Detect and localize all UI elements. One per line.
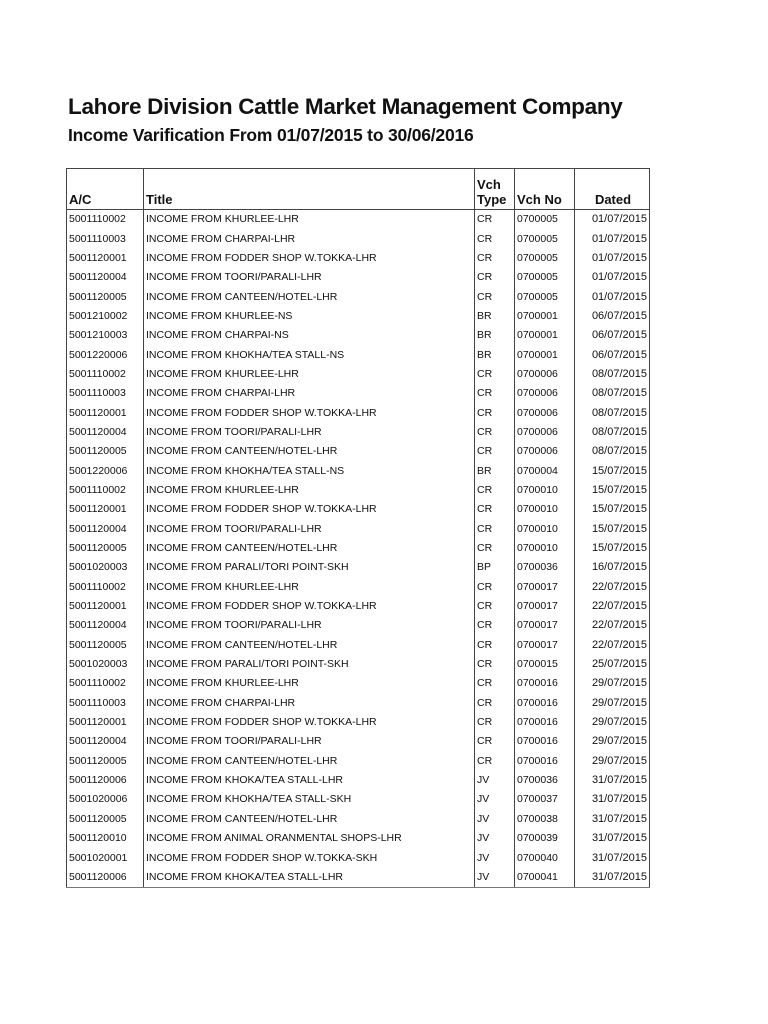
cell-ac: 5001120001 <box>67 713 144 732</box>
cell-vch-no: 0700016 <box>515 674 575 693</box>
table-row <box>67 307 650 326</box>
cell-ac: 5001120001 <box>67 249 144 268</box>
cell-title: INCOME FROM CANTEEN/HOTEL-LHR <box>144 752 475 771</box>
cell-title: INCOME FROM FODDER SHOP W.TOKKA-LHR <box>144 403 475 422</box>
cell-title: INCOME FROM KHOKA/TEA STALL-LHR <box>144 771 475 790</box>
column-header-vch-type-label: Vch Type <box>477 177 507 207</box>
cell-title: INCOME FROM CANTEEN/HOTEL-LHR <box>144 442 475 461</box>
cell-title: INCOME FROM TOORI/PARALI-LHR <box>144 520 475 539</box>
cell-title: INCOME FROM TOORI/PARALI-LHR <box>144 732 475 751</box>
cell-vch-type: JV <box>475 810 515 829</box>
table-row <box>67 655 650 674</box>
cell-vch-no: 0700006 <box>515 365 575 384</box>
table-body <box>67 210 650 888</box>
cell-vch-type: BR <box>475 326 515 345</box>
income-table <box>66 168 650 888</box>
cell-dated: 22/07/2015 <box>575 636 650 655</box>
cell-vch-no: 0700015 <box>515 655 575 674</box>
cell-vch-type: BR <box>475 307 515 326</box>
table-row <box>67 442 650 461</box>
table-header-row <box>67 169 650 210</box>
cell-vch-no: 0700036 <box>515 771 575 790</box>
cell-title: INCOME FROM FODDER SHOP W.TOKKA-SKH <box>144 848 475 867</box>
table-row <box>67 423 650 442</box>
cell-ac: 5001120005 <box>67 752 144 771</box>
cell-vch-type: CR <box>475 442 515 461</box>
cell-dated: 08/07/2015 <box>575 403 650 422</box>
table-row <box>67 481 650 500</box>
column-header-dated: Dated <box>575 169 650 210</box>
cell-title: INCOME FROM KHURLEE-LHR <box>144 210 475 230</box>
cell-ac: 5001120001 <box>67 500 144 519</box>
cell-title: INCOME FROM KHURLEE-LHR <box>144 578 475 597</box>
cell-dated: 08/07/2015 <box>575 423 650 442</box>
cell-ac: 5001110002 <box>67 210 144 230</box>
column-header-vch-no: Vch No <box>515 169 575 210</box>
cell-vch-type: CR <box>475 481 515 500</box>
table-row <box>67 365 650 384</box>
cell-title: INCOME FROM PARALI/TORI POINT-SKH <box>144 558 475 577</box>
cell-ac: 5001020006 <box>67 790 144 809</box>
cell-vch-type: CR <box>475 636 515 655</box>
cell-vch-type: JV <box>475 771 515 790</box>
cell-dated: 22/07/2015 <box>575 616 650 635</box>
cell-dated: 08/07/2015 <box>575 365 650 384</box>
cell-vch-type: JV <box>475 790 515 809</box>
column-header-title: Title <box>144 169 475 210</box>
cell-vch-type: CR <box>475 539 515 558</box>
table-row <box>67 461 650 480</box>
cell-vch-no: 0700016 <box>515 732 575 751</box>
cell-ac: 5001220006 <box>67 461 144 480</box>
cell-dated: 01/07/2015 <box>575 229 650 248</box>
cell-title: INCOME FROM CANTEEN/HOTEL-LHR <box>144 287 475 306</box>
cell-dated: 01/07/2015 <box>575 287 650 306</box>
table-row <box>67 539 650 558</box>
cell-vch-no: 0700005 <box>515 249 575 268</box>
cell-title: INCOME FROM FODDER SHOP W.TOKKA-LHR <box>144 249 475 268</box>
table-row <box>67 713 650 732</box>
cell-ac: 5001110002 <box>67 674 144 693</box>
cell-title: INCOME FROM KHURLEE-LHR <box>144 365 475 384</box>
cell-dated: 06/07/2015 <box>575 326 650 345</box>
cell-ac: 5001210002 <box>67 307 144 326</box>
table-row <box>67 674 650 693</box>
cell-title: INCOME FROM KHOKHA/TEA STALL-NS <box>144 461 475 480</box>
cell-vch-no: 0700006 <box>515 384 575 403</box>
table-row <box>67 558 650 577</box>
cell-vch-type: CR <box>475 732 515 751</box>
cell-vch-type: CR <box>475 249 515 268</box>
cell-title: INCOME FROM TOORI/PARALI-LHR <box>144 616 475 635</box>
table-row <box>67 810 650 829</box>
table-row <box>67 868 650 888</box>
cell-vch-no: 0700005 <box>515 268 575 287</box>
cell-vch-no: 0700036 <box>515 558 575 577</box>
cell-vch-type: BR <box>475 461 515 480</box>
cell-title: INCOME FROM CHARPAI-LHR <box>144 384 475 403</box>
cell-ac: 5001110002 <box>67 481 144 500</box>
cell-vch-no: 0700001 <box>515 326 575 345</box>
cell-title: INCOME FROM CHARPAI-LHR <box>144 229 475 248</box>
cell-title: INCOME FROM CANTEEN/HOTEL-LHR <box>144 539 475 558</box>
cell-vch-no: 0700016 <box>515 713 575 732</box>
cell-dated: 22/07/2015 <box>575 578 650 597</box>
cell-dated: 08/07/2015 <box>575 384 650 403</box>
table-row <box>67 520 650 539</box>
table-row <box>67 771 650 790</box>
cell-ac: 5001120001 <box>67 403 144 422</box>
cell-ac: 5001120005 <box>67 442 144 461</box>
cell-vch-no: 0700041 <box>515 868 575 888</box>
cell-ac: 5001120005 <box>67 287 144 306</box>
table-row <box>67 229 650 248</box>
table-row <box>67 597 650 616</box>
cell-vch-type: CR <box>475 694 515 713</box>
cell-ac: 5001120006 <box>67 771 144 790</box>
cell-dated: 15/07/2015 <box>575 539 650 558</box>
cell-vch-no: 0700005 <box>515 229 575 248</box>
table-row <box>67 210 650 230</box>
cell-vch-no: 0700016 <box>515 752 575 771</box>
cell-vch-no: 0700017 <box>515 616 575 635</box>
cell-vch-type: CR <box>475 655 515 674</box>
table-row <box>67 403 650 422</box>
cell-ac: 5001110002 <box>67 578 144 597</box>
cell-ac: 5001120001 <box>67 597 144 616</box>
cell-dated: 16/07/2015 <box>575 558 650 577</box>
cell-dated: 01/07/2015 <box>575 210 650 230</box>
cell-vch-no: 0700016 <box>515 694 575 713</box>
cell-vch-type: CR <box>475 597 515 616</box>
cell-vch-type: CR <box>475 384 515 403</box>
cell-vch-type: CR <box>475 674 515 693</box>
table-row <box>67 345 650 364</box>
cell-vch-no: 0700006 <box>515 423 575 442</box>
table-row <box>67 249 650 268</box>
cell-dated: 06/07/2015 <box>575 307 650 326</box>
cell-dated: 25/07/2015 <box>575 655 650 674</box>
cell-vch-no: 0700039 <box>515 829 575 848</box>
table-row <box>67 616 650 635</box>
table-row <box>67 636 650 655</box>
table-row <box>67 790 650 809</box>
cell-vch-type: BR <box>475 345 515 364</box>
cell-dated: 06/07/2015 <box>575 345 650 364</box>
cell-ac: 5001110003 <box>67 694 144 713</box>
cell-title: INCOME FROM CHARPAI-LHR <box>144 694 475 713</box>
cell-title: INCOME FROM KHURLEE-LHR <box>144 674 475 693</box>
cell-title: INCOME FROM CHARPAI-NS <box>144 326 475 345</box>
cell-vch-no: 0700010 <box>515 481 575 500</box>
cell-dated: 22/07/2015 <box>575 597 650 616</box>
cell-vch-type: JV <box>475 829 515 848</box>
cell-ac: 5001120004 <box>67 423 144 442</box>
cell-dated: 31/07/2015 <box>575 868 650 888</box>
cell-dated: 31/07/2015 <box>575 810 650 829</box>
cell-vch-type: CR <box>475 713 515 732</box>
cell-title: INCOME FROM KHOKHA/TEA STALL-SKH <box>144 790 475 809</box>
cell-ac: 5001120010 <box>67 829 144 848</box>
page-subtitle: Income Varification From 01/07/2015 to 30/06/2016 <box>68 125 474 145</box>
cell-vch-no: 0700017 <box>515 578 575 597</box>
cell-vch-no: 0700010 <box>515 520 575 539</box>
cell-vch-no: 0700006 <box>515 403 575 422</box>
cell-ac: 5001110003 <box>67 229 144 248</box>
cell-ac: 5001110003 <box>67 384 144 403</box>
cell-dated: 01/07/2015 <box>575 268 650 287</box>
cell-dated: 31/07/2015 <box>575 790 650 809</box>
column-header-vch-type <box>475 169 515 210</box>
cell-title: INCOME FROM FODDER SHOP W.TOKKA-LHR <box>144 713 475 732</box>
cell-title: INCOME FROM ANIMAL ORANMENTAL SHOPS-LHR <box>144 829 475 848</box>
cell-title: INCOME FROM TOORI/PARALI-LHR <box>144 423 475 442</box>
cell-title: INCOME FROM TOORI/PARALI-LHR <box>144 268 475 287</box>
cell-vch-type: BP <box>475 558 515 577</box>
cell-vch-no: 0700005 <box>515 287 575 306</box>
cell-vch-type: CR <box>475 229 515 248</box>
cell-ac: 5001120005 <box>67 810 144 829</box>
cell-vch-no: 0700010 <box>515 539 575 558</box>
cell-ac: 5001220006 <box>67 345 144 364</box>
cell-ac: 5001120006 <box>67 868 144 888</box>
cell-title: INCOME FROM KHOKA/TEA STALL-LHR <box>144 868 475 888</box>
cell-vch-type: CR <box>475 287 515 306</box>
table-row <box>67 578 650 597</box>
table-row <box>67 326 650 345</box>
cell-title: INCOME FROM FODDER SHOP W.TOKKA-LHR <box>144 597 475 616</box>
cell-ac: 5001020001 <box>67 848 144 867</box>
cell-dated: 01/07/2015 <box>575 249 650 268</box>
cell-ac: 5001210003 <box>67 326 144 345</box>
table-row <box>67 287 650 306</box>
cell-vch-type: CR <box>475 423 515 442</box>
cell-vch-type: CR <box>475 403 515 422</box>
cell-vch-no: 0700038 <box>515 810 575 829</box>
cell-vch-no: 0700001 <box>515 345 575 364</box>
cell-vch-type: CR <box>475 520 515 539</box>
cell-vch-type: CR <box>475 210 515 230</box>
cell-vch-no: 0700037 <box>515 790 575 809</box>
cell-title: INCOME FROM FODDER SHOP W.TOKKA-LHR <box>144 500 475 519</box>
table-row <box>67 268 650 287</box>
cell-dated: 29/07/2015 <box>575 752 650 771</box>
cell-vch-no: 0700010 <box>515 500 575 519</box>
table-row <box>67 500 650 519</box>
column-header-ac: A/C <box>67 169 144 210</box>
cell-title: INCOME FROM KHOKHA/TEA STALL-NS <box>144 345 475 364</box>
cell-vch-no: 0700040 <box>515 848 575 867</box>
cell-dated: 29/07/2015 <box>575 674 650 693</box>
cell-title: INCOME FROM KHURLEE-LHR <box>144 481 475 500</box>
cell-dated: 31/07/2015 <box>575 848 650 867</box>
cell-title: INCOME FROM CANTEEN/HOTEL-LHR <box>144 636 475 655</box>
cell-ac: 5001120005 <box>67 636 144 655</box>
table-row <box>67 848 650 867</box>
cell-vch-no: 0700017 <box>515 597 575 616</box>
cell-vch-type: JV <box>475 848 515 867</box>
cell-dated: 15/07/2015 <box>575 461 650 480</box>
cell-title: INCOME FROM KHURLEE-NS <box>144 307 475 326</box>
table-row <box>67 752 650 771</box>
table-row <box>67 732 650 751</box>
cell-ac: 5001120004 <box>67 616 144 635</box>
cell-vch-type: CR <box>475 365 515 384</box>
cell-dated: 15/07/2015 <box>575 481 650 500</box>
cell-ac: 5001120004 <box>67 268 144 287</box>
cell-dated: 15/07/2015 <box>575 520 650 539</box>
cell-vch-type: CR <box>475 616 515 635</box>
cell-vch-type: CR <box>475 752 515 771</box>
cell-ac: 5001020003 <box>67 558 144 577</box>
cell-title: INCOME FROM PARALI/TORI POINT-SKH <box>144 655 475 674</box>
cell-ac: 5001110002 <box>67 365 144 384</box>
cell-vch-type: CR <box>475 500 515 519</box>
cell-dated: 29/07/2015 <box>575 732 650 751</box>
cell-ac: 5001120004 <box>67 732 144 751</box>
cell-vch-no: 0700005 <box>515 210 575 230</box>
table-row <box>67 694 650 713</box>
cell-title: INCOME FROM CANTEEN/HOTEL-LHR <box>144 810 475 829</box>
cell-dated: 31/07/2015 <box>575 771 650 790</box>
cell-ac: 5001020003 <box>67 655 144 674</box>
table-row <box>67 384 650 403</box>
cell-vch-type: CR <box>475 578 515 597</box>
cell-dated: 31/07/2015 <box>575 829 650 848</box>
cell-vch-no: 0700004 <box>515 461 575 480</box>
cell-dated: 29/07/2015 <box>575 694 650 713</box>
cell-dated: 29/07/2015 <box>575 713 650 732</box>
cell-ac: 5001120005 <box>67 539 144 558</box>
cell-vch-no: 0700017 <box>515 636 575 655</box>
cell-vch-no: 0700006 <box>515 442 575 461</box>
cell-ac: 5001120004 <box>67 520 144 539</box>
cell-vch-type: JV <box>475 868 515 888</box>
cell-vch-type: CR <box>475 268 515 287</box>
cell-dated: 15/07/2015 <box>575 500 650 519</box>
table-row <box>67 829 650 848</box>
page-title: Lahore Division Cattle Market Management Company <box>68 94 623 119</box>
cell-dated: 08/07/2015 <box>575 442 650 461</box>
cell-vch-no: 0700001 <box>515 307 575 326</box>
